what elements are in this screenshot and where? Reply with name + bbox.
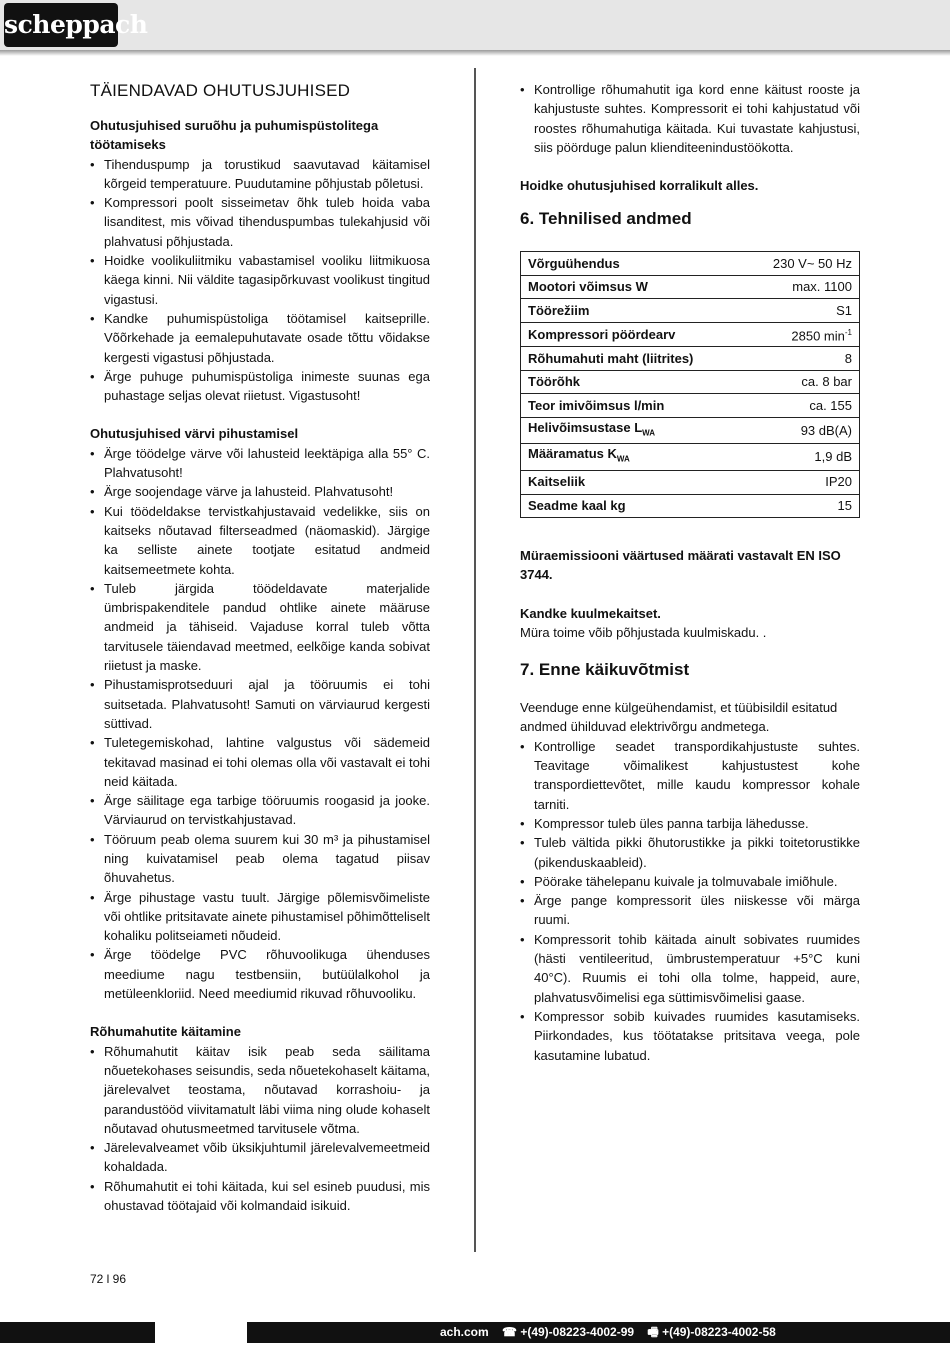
list-item: • Kontrollige seadet transpordikahjustuste suhtes. Teavitage võimalikest kahjustustest kohe transpordiettevõtet, mille kaudu kompressor kohale tarniti. xyxy=(520,737,860,814)
list-item: • Hoidke voolikuliitmiku vabastamisel vooliku liitmikuosa käega kinni. Nii väldite tagasipõrkuvast voolikust tingitud vigastusi. xyxy=(90,251,430,309)
column-divider xyxy=(474,68,476,1252)
spec-label: Seadme kaal kg xyxy=(521,494,744,518)
spec-row xyxy=(521,444,860,471)
list-item: • Kandke puhumispüstoliga töötamisel kaitseprille. Võõrkehade ja eemalepuhutavate osade tõttu võidakse kergesti vigastusi põhjustada. xyxy=(90,309,430,367)
list-item: • Ärge soojendage värve ja lahusteid. Plahvatusoht! xyxy=(90,482,430,501)
ear-protection-text: Müra toime võib põhjustada kuulmiskadu. . xyxy=(520,624,767,640)
spec-label: Töörežiim xyxy=(521,299,744,323)
spec-label: Võrguühendus xyxy=(521,252,744,276)
spec-label: Kompressori pöördearv xyxy=(521,322,744,346)
list-item: • Tööruum peab olema suurem kui 30 m³ ja pihustamisel ning kuivatamisel peab olema tagatud piisav õhuvahetus. xyxy=(90,830,430,888)
spec-row xyxy=(521,471,860,495)
spec-label: Töörõhk xyxy=(521,370,744,394)
spec-value: S1 xyxy=(743,299,859,323)
spec-value: ca. 8 bar xyxy=(743,370,859,394)
list-item: • Ärge puhuge puhumispüstoliga inimeste suunas ega puhastage seljas olevat riietust. Vigastusoht! xyxy=(90,367,430,406)
list-item: • Ärge pange kompressorit üles niiskesse või märga ruumi. xyxy=(520,891,860,930)
footer-fax: 🖷 +(49)-08223-4002-58 xyxy=(647,1325,776,1339)
list-item: • Kompressor sobib kuivades ruumides kasutamiseks. Piirkondades, kus töötatakse pritsitava veega, pole kasutamine lubatud. xyxy=(520,1007,860,1065)
spec-label: Määramatus $K_{WA}$ xyxy=(521,444,744,471)
spec-value: 2850 $\min^{-1}$ xyxy=(743,322,859,346)
list-item: • Pöörake tähelepanu kuivale ja tolmuvabale imiõhule. xyxy=(520,872,860,891)
spec-label: Helivõimsustase $L_{WA}$ xyxy=(521,417,744,444)
spec-value: ca. 155 xyxy=(743,394,859,418)
spec-row xyxy=(521,275,860,299)
technical-data-table xyxy=(520,251,860,518)
list-item: • Kompressorit tohib käitada ainult sobivates ruumides (hästi ventileeritud, ümbrustemperatuur +5°C kuni 40°C). Ruumis ei tohi olla tolme, happeid, aure, plahvatusvõimelisi ega süttimisvõimelisi gaase. xyxy=(520,930,860,1007)
spec-row xyxy=(521,494,860,518)
spec-value: 230 V~ 50 Hz xyxy=(743,252,859,276)
list-item: • Pihustamisprotseduuri ajal ja tööruumis ei tohi suitsetada. Plahvatusoht! Samuti on värviaurud kergesti süttivad. xyxy=(90,675,430,733)
list-item: • Ärge pihustage vastu tuult. Järgige põlemisvõimeliste või ohtlike pritsitavate ainete pihustamisel põhimõtteliselt kohaliku politseiameti nõudeid. xyxy=(90,888,430,946)
spec-row xyxy=(521,370,860,394)
noise-emission-note: Müraemissiooni väärtused määrati vastavalt EN ISO 3744. xyxy=(520,548,841,583)
section-heading-paint-spraying: Ohutusjuhised värvi pihustamisel xyxy=(90,426,299,442)
ear-protection-heading: Kandke kuulmekaitset. xyxy=(520,605,661,621)
spec-label: Mootori võimsus W xyxy=(521,275,744,299)
right-column xyxy=(520,80,860,1065)
vessel-check-list xyxy=(520,80,860,157)
spec-value: max. 1100 xyxy=(743,275,859,299)
spec-label: Teor imivõimsus l/min xyxy=(521,394,744,418)
header-shadow xyxy=(0,50,950,56)
keep-instructions-note: Hoidke ohutusjuhised korralikult alles. xyxy=(520,178,759,194)
footer-white-block xyxy=(155,1322,247,1343)
list-item: • Kompressori poolt sisseimetav õhk tuleb hoida vaba lisanditest, mis võivad tihenduspumbas tulekahjusid või plahvatusi põhjustada. xyxy=(90,193,430,251)
spec-value: IP20 xyxy=(743,471,859,495)
spec-label: Kaitseliik xyxy=(521,471,744,495)
list-item: • Ärge töödelge PVC rõhuvoolikuga ühenduses meediume nagu testbensiin, butüülalkohol ja metüleenkloriid. Need meediumid rikuvad rõhuvooliku. xyxy=(90,945,430,1003)
footer-contact xyxy=(440,1322,786,1343)
spec-row xyxy=(521,347,860,371)
before-commissioning-list xyxy=(520,737,860,1065)
left-column xyxy=(90,80,430,1215)
pressure-vessel-list xyxy=(90,1042,430,1216)
spec-row xyxy=(521,322,860,346)
spec-row xyxy=(521,417,860,444)
spec-value: 93 dB(A) xyxy=(743,417,859,444)
list-item: • Ärge töödelge värve või lahusteid leektäpiga alla 55° C. Plahvatusoht! xyxy=(90,444,430,483)
list-item: • Ärge säilitage ega tarbige tööruumis roogasid ja jooke. Värviaurud on tervistkahjustavad. xyxy=(90,791,430,830)
section-heading-pressure-vessel: Rõhumahutite käitamine xyxy=(90,1024,241,1040)
section-6-title: 6. Tehnilised andmed xyxy=(520,209,692,229)
list-item: • Järelevalveamet võib üksikjuhtumil järelevalvemeetmeid kohaldada. xyxy=(90,1138,430,1177)
section-7-intro: Veenduge enne külgeühendamist, et tüübisildil esitatud andmed ühilduvad elektrivõrgu andmetega. xyxy=(520,700,838,735)
list-item: • Kontrollige rõhumahutit iga kord enne käitust rooste ja kahjustuste suhtes. Kompressorit ei tohi kahjustatud või roostes rõhumahutiga käitada. Kui tuvastate kahjustusi, siis pöörduge palun klienditeenindustöökotta. xyxy=(520,80,860,157)
list-item: • Tuletegemiskohad, lahtine valgustus või sädemeid tekitavad masinad ei tohi olemas olla või vastavalt ei tohi neid käitada. xyxy=(90,733,430,791)
section-7-title: 7. Enne käikuvõtmist xyxy=(520,660,690,680)
page-title: TÄIENDAVAD OHUTUSJUHISED xyxy=(90,81,351,100)
list-item: • Rõhumahutit ei tohi käitada, kui sel esineb puudusi, mis ohustavad töötajaid või kolmandaid isikuid. xyxy=(90,1177,430,1216)
brand-logo: scheppach xyxy=(4,3,118,47)
list-item: • Tuleb järgida töödeldavate materjalide ümbrispakenditele pandud ohtlike ainete määruse andmeid ja tähiseid. Vajaduse korral tuleb võtta tarvitusele täiendavad meetmed, eelkõige kanda sobivat riietust ja maske. xyxy=(90,579,430,675)
footer-phone: ☎ +(49)-08223-4002-99 xyxy=(502,1325,635,1339)
list-item: • Rõhumahutit käitav isik peab seda säilitama nõuetekohases seisundis, seda nõuetekohaselt käitama, järelevalvet teostama, nõutavad korrashoiu- ja parandustööd viivitamatult läbi viima ning olude kohaselt nõutavad ohutusmeetmed tarvitusele võtma. xyxy=(90,1042,430,1138)
compressed-air-list xyxy=(90,155,430,406)
paint-spraying-list xyxy=(90,444,430,1004)
list-item: • Kui töödeldakse tervistkahjustavaid vedelikke, siis on kaitseks nõutavad filterseadmed (näomaskid). Järgige ka selliste ainete tootjate esitatud andmeid kaitsemeetmete kohta. xyxy=(90,502,430,579)
page-number: 72 l 96 xyxy=(90,1272,127,1286)
spec-row xyxy=(521,394,860,418)
spec-value: 1,9 dB xyxy=(743,444,859,471)
spec-label: Rõhumahuti maht (liitrites) xyxy=(521,347,744,371)
spec-value: 8 xyxy=(743,347,859,371)
spec-row xyxy=(521,299,860,323)
section-heading-compressed-air: Ohutusjuhised suruõhu ja puhumispüstolitega töötamiseks xyxy=(90,118,379,153)
list-item: • Kompressor tuleb üles panna tarbija lähedusse. xyxy=(520,814,860,833)
spec-value: 15 xyxy=(743,494,859,518)
list-item: • Tihenduspump ja torustikud saavutavad käitamisel kõrgeid temperatuure. Puudutamine põhjustab põletusi. xyxy=(90,155,430,194)
spec-row xyxy=(521,252,860,276)
footer-website: ach.com xyxy=(440,1325,489,1339)
list-item: • Tuleb vältida pikki õhutorustikke ja pikki toitetorustikke (pikenduskaableid). xyxy=(520,833,860,872)
